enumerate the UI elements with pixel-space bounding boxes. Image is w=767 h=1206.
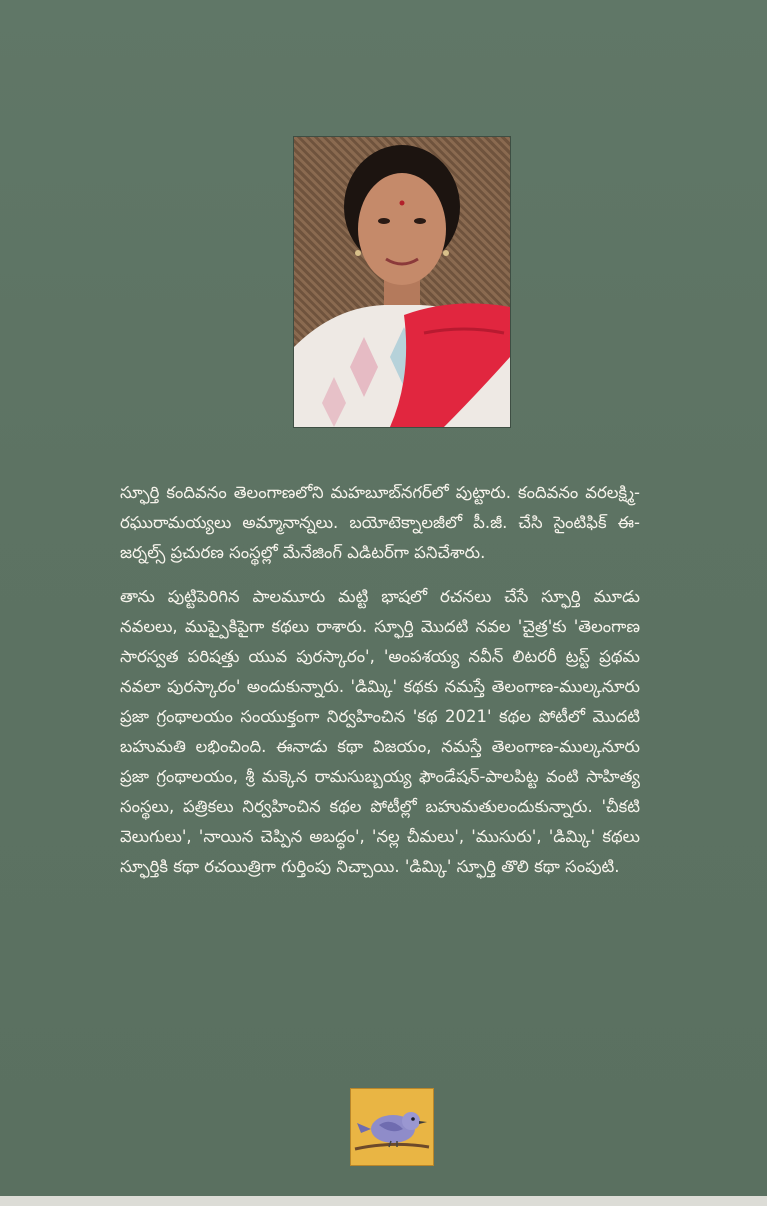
publisher-logo xyxy=(350,1088,434,1166)
bio-paragraph: తాను పుట్టిపెరిగిన పాలమూరు మట్టి భాషలో రచనలు చేసే స్ఫూర్తి మూడు నవలలు, ముప్పైకిపైగా కథలు రాశారు. స్ఫూర్తి మొదటి నవల 'చైత్ర'కు 'తెలంగాణ సారస్వత పరిషత్తు యువ పురస్కారం', 'అంపశయ్య నవీన్ లిటరరీ ట్రస్ట్ ప్రథమ నవలా పురస్కారం' అందుకున్నారు. 'డిమ్కి' కథకు నమస్తే తెలంగాణ-ముల్కనూరు ప్రజా గ్రంథాలయం సంయుక్తంగా నిర్వహించిన 'కథ 2021' కథల పోటీలో మొదటి బహుమతి లభించింది. ఈనాడు కథా విజయం, నమస్తే తెలంగాణ-ముల్కనూరు ప్రజా గ్రంథాలయం, శ్రీ మక్కెన రామసుబ్బయ్య ఫౌండేషన్-పాలపిట్ట వంటి సాహిత్య సంస్థలు, పత్రికలు నిర్వహించిన కథల పోటీల్లో బహుమతులందుకున్నారు. 'చీకటి వెలుగులు', 'నాయిన చెప్పిన అబద్ధం', 'నల్ల చీమలు', 'ముసురు', 'డిమ్కి' కథలు స్ఫూర్తికి కథా రచయిత్రిగా గుర్తింపు నిచ్చాయి. 'డిమ్కి' స్ఫూర్తి తొలి కథా సంపుటి. xyxy=(120,587,640,876)
page-bottom-edge xyxy=(0,1196,767,1206)
author-bio xyxy=(120,478,640,896)
bird-logo-icon xyxy=(351,1089,433,1165)
author-portrait xyxy=(294,137,510,427)
bio-paragraph: స్ఫూర్తి కందివనం తెలంగాణలోని మహబూబ్‌నగర్‌లో పుట్టారు. కందివనం వరలక్ష్మి-రఘురామయ్యలు అమ్మానాన్నలు. బయోటెక్నాలజీలో పీ.జీ. చేసి సైంటిఫిక్ ఈ-జర్నల్స్ ప్రచురణ సంస్థల్లో మేనేజింగ్ ఎడిటర్‌గా పనిచేశారు. xyxy=(120,483,640,562)
author-photo xyxy=(293,136,511,428)
